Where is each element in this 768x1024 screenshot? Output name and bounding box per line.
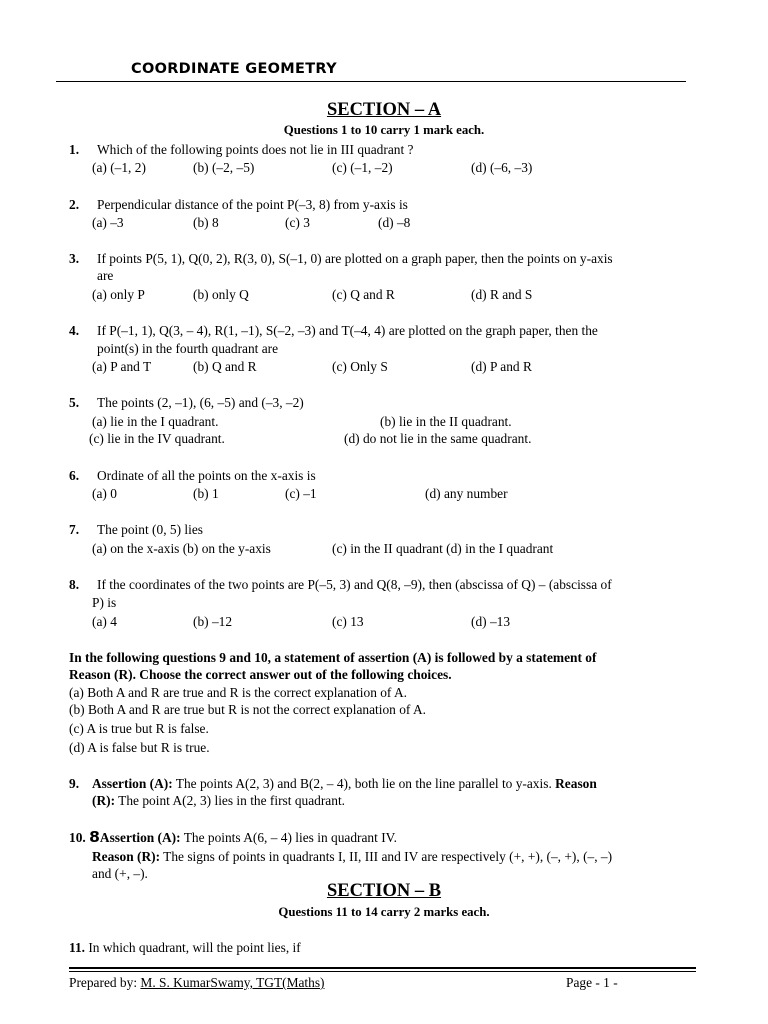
question-text: The point (0, 5) lies bbox=[97, 522, 203, 537]
question-text-line-2: are bbox=[97, 268, 114, 283]
question-number: 10. bbox=[69, 830, 86, 845]
footer-divider-thin bbox=[69, 971, 696, 972]
reason-text: The point A(2, 3) lies in the first quadrant. bbox=[115, 793, 346, 808]
reason-line-1 bbox=[92, 848, 612, 865]
question-text: The points (2, –1), (6, –5) and (–3, –2) bbox=[97, 395, 304, 410]
page-number: Page - 1 - bbox=[566, 975, 618, 990]
question-text-line-1: If the coordinates of the two points are P(–5, 3) and Q(8, –9), then (abscissa of Q) – (abscissa of bbox=[97, 577, 612, 592]
footer-prepared-by bbox=[69, 974, 325, 991]
assertion-text: The points A(6, – 4) lies in quadrant IV. bbox=[180, 830, 397, 845]
question-text: Perpendicular distance of the point P(–3, 8) from y-axis is bbox=[97, 197, 408, 212]
choice-b: (b) Both A and R are true but R is not the correct explanation of A. bbox=[69, 702, 427, 717]
question-text: Ordinate of all the points on the x-axis is bbox=[97, 468, 316, 483]
question-text-line-2: P) is bbox=[92, 595, 117, 610]
instructions-line-2: Reason (R). Choose the correct answer out of the following choices. bbox=[69, 667, 452, 682]
assertion-label: Assertion (A): bbox=[92, 776, 173, 791]
option-a: (a) 4 bbox=[92, 614, 117, 629]
section-b-subtitle: Questions 11 to 14 carry 2 marks each. bbox=[278, 905, 490, 919]
choice-d: (d) A is false but R is true. bbox=[69, 740, 210, 755]
options-c-d: (c) in the II quadrant (d) in the I quadrant bbox=[332, 541, 554, 556]
choice-a: (a) Both A and R are true and R is the correct explanation of A. bbox=[69, 685, 408, 700]
question-11 bbox=[69, 939, 301, 956]
options-a-b: (a) on the x-axis (b) on the y-axis bbox=[92, 541, 271, 556]
reason-label-part-1: Reason bbox=[555, 776, 597, 791]
option-c: (c) (–1, –2) bbox=[332, 160, 393, 175]
document-header-title: COORDINATE GEOMETRY bbox=[131, 61, 337, 77]
option-b: (b) lie in the II quadrant. bbox=[380, 414, 512, 429]
question-number: 11. bbox=[69, 940, 85, 955]
section-a-subtitle: Questions 1 to 10 carry 1 mark each. bbox=[283, 123, 485, 137]
assertion-text: The points A(2, 3) and B(2, – 4), both lie on the line parallel to y-axis. bbox=[172, 776, 556, 791]
option-c: (c) 3 bbox=[285, 215, 310, 230]
question-number: 8. bbox=[69, 577, 80, 592]
question-number: 2. bbox=[69, 197, 80, 212]
option-c: (c) 13 bbox=[332, 614, 364, 629]
option-d: (d) (–6, –3) bbox=[471, 160, 533, 175]
prepared-label: Prepared by: bbox=[69, 975, 141, 990]
option-b: (b) –12 bbox=[193, 614, 233, 629]
assertion-line bbox=[92, 775, 597, 792]
question-number: 5. bbox=[69, 395, 80, 410]
question-text-line-2: point(s) in the fourth quadrant are bbox=[97, 341, 279, 356]
question-number: 9. bbox=[69, 776, 80, 791]
option-c: (c) –1 bbox=[285, 486, 317, 501]
section-b-title: SECTION – B bbox=[326, 881, 442, 901]
question-text: Which of the following points does not lie in III quadrant ? bbox=[97, 142, 414, 157]
question-number: 3. bbox=[69, 251, 80, 266]
header-divider bbox=[56, 81, 686, 82]
option-b: (b) only Q bbox=[193, 287, 249, 302]
option-a: (a) –3 bbox=[92, 215, 124, 230]
author-name: M. S. KumarSwamy, TGT(Maths) bbox=[140, 975, 325, 990]
question-text-line-1: If points P(5, 1), Q(0, 2), R(3, 0), S(–1, 0) are plotted on a graph paper, then the points on y-axis bbox=[97, 251, 613, 266]
option-a: (a) lie in the I quadrant. bbox=[92, 414, 219, 429]
section-a-title: SECTION – A bbox=[326, 100, 442, 120]
option-b: (b) (–2, –5) bbox=[193, 160, 255, 175]
instructions-line-1: In the following questions 9 and 10, a statement of assertion (A) is followed by a statement of bbox=[69, 650, 597, 665]
choice-c: (c) A is true but R is false. bbox=[69, 721, 209, 736]
option-d: (d) –8 bbox=[378, 215, 411, 230]
option-a: (a) 0 bbox=[92, 486, 117, 501]
option-a: (a) P and T bbox=[92, 359, 152, 374]
option-d: (d) P and R bbox=[471, 359, 532, 374]
footer-divider-thick bbox=[69, 967, 696, 969]
reason-label: Reason (R): bbox=[92, 849, 161, 864]
option-a: (a) only P bbox=[92, 287, 145, 302]
reason-label-part-2: (R): bbox=[92, 793, 116, 808]
question-number: 1. bbox=[69, 142, 80, 157]
option-a: (a) (–1, 2) bbox=[92, 160, 146, 175]
stray-number: 8 bbox=[89, 828, 100, 846]
option-d: (d) any number bbox=[425, 486, 508, 501]
reason-line bbox=[92, 792, 345, 809]
option-c: (c) Q and R bbox=[332, 287, 395, 302]
question-number: 6. bbox=[69, 468, 80, 483]
option-b: (b) 8 bbox=[193, 215, 219, 230]
option-b: (b) 1 bbox=[193, 486, 219, 501]
option-b: (b) Q and R bbox=[193, 359, 257, 374]
assertion-line bbox=[69, 829, 397, 846]
option-c: (c) Only S bbox=[332, 359, 388, 374]
reason-text-2: and (+, –). bbox=[92, 866, 148, 881]
option-c: (c) lie in the IV quadrant. bbox=[89, 431, 225, 446]
question-text: In which quadrant, will the point lies, if bbox=[85, 940, 301, 955]
reason-text-1: The signs of points in quadrants I, II, III and IV are respectively (+, +), (–, +), (–, –) bbox=[160, 849, 613, 864]
question-text-line-1: If P(–1, 1), Q(3, – 4), R(1, –1), S(–2, –3) and T(–4, 4) are plotted on the graph paper, then the bbox=[97, 323, 598, 338]
question-number: 7. bbox=[69, 522, 80, 537]
option-d: (d) –13 bbox=[471, 614, 511, 629]
assertion-label: Assertion (A): bbox=[99, 830, 181, 845]
question-number: 4. bbox=[69, 323, 80, 338]
option-d: (d) do not lie in the same quadrant. bbox=[344, 431, 532, 446]
option-d: (d) R and S bbox=[471, 287, 533, 302]
